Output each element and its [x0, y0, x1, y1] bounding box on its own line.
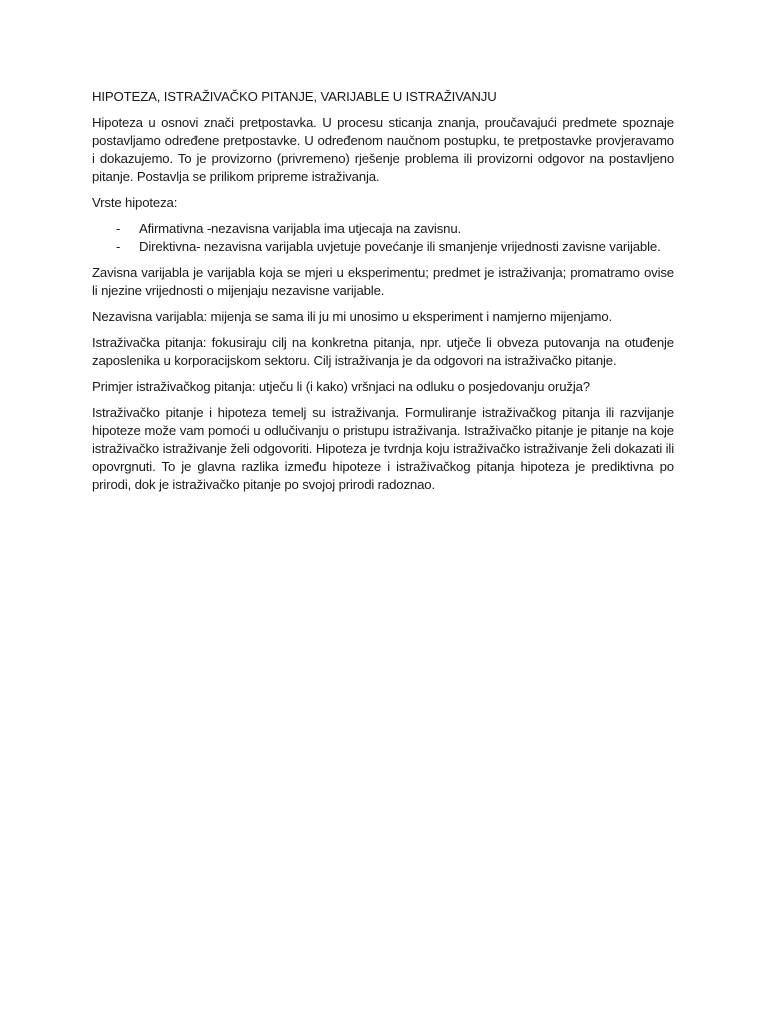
independent-variable-paragraph: Nezavisna varijabla: mijenja se sama ili ju mi unosimo u eksperiment i namjerno mijenjamo.	[92, 309, 613, 324]
types-heading: Vrste hipoteza:	[92, 195, 178, 210]
list-item-text: Afirmativna -nezavisna varijabla ima utjecaja na zavisnu.	[139, 221, 462, 236]
list-item	[92, 238, 674, 256]
document-page	[92, 88, 674, 502]
list-marker: -	[116, 239, 121, 254]
list-marker: -	[116, 221, 121, 236]
conclusion-paragraph: Istraživačko pitanje i hipoteza temelj su istraživanja. Formuliranje istraživačkog pitanja ili razvijanje hipoteze može vam pomoći u odlučivanju o pristupu istraživanja. Istraživačko pitanje je pitanje na koje istraživačko istraživanje želi odgovoriti. Hipoteza je tvrdnja koju istraživačko istraživanje želi dokazati ili opovrgnuti. To je glavna razlika između hipoteze i istraživačkog pitanja hipoteza je prediktivna po prirodi, dok je istraživačko pitanje po svojoj prirodi radoznao.	[92, 405, 674, 492]
document-title: HIPOTEZA, ISTRAŽIVAČKO PITANJE, VARIJABLE U ISTRAŽIVANJU	[92, 89, 497, 104]
hypothesis-types-list	[92, 220, 674, 256]
research-questions-paragraph: Istraživačka pitanja: fokusiraju cilj na konkretna pitanja, npr. utječe li obveza putovanja na otuđenje zaposlenika u korporacijskom sektoru. Cilj istraživanja je da odgovori na istraživačko pitanje.	[92, 335, 674, 368]
list-item	[92, 220, 674, 238]
dependent-variable-paragraph: Zavisna varijabla je varijabla koja se mjeri u eksperimentu; predmet je istraživanja; promatramo ovise li njezine vrijednosti o mijenjaju nezavisne varijable.	[92, 265, 674, 298]
example-paragraph: Primjer istraživačkog pitanja: utječu li (i kako) vršnjaci na odluku o posjedovanju oružja?	[92, 379, 590, 394]
list-item-text: Direktivna- nezavisna varijabla uvjetuje povećanje ili smanjenje vrijednosti zavisne varijable.	[139, 239, 661, 254]
intro-paragraph: Hipoteza u osnovi znači pretpostavka. U procesu sticanja znanja, proučavajući predmete spoznaje postavljamo određene pretpostavke. U određenom naučnom postupku, te pretpostavke provjeravamo i dokazujemo. To je provizorno (privremeno) rješenje problema ili provizorni odgovor na postavljeno pitanje. Postavlja se prilikom pripreme istraživanja.	[92, 115, 674, 184]
